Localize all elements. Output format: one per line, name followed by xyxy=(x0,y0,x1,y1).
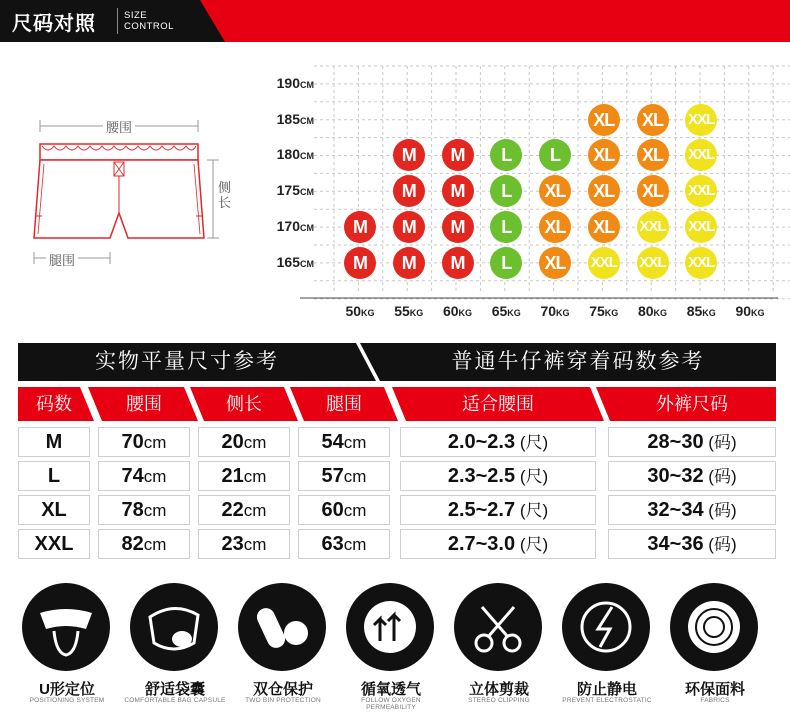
bag-capsule-icon xyxy=(130,583,218,671)
table-cell: 2.5~2.7 (尺) xyxy=(400,495,596,525)
table-cell: L xyxy=(18,461,90,491)
table-cell: 54cm xyxy=(298,427,390,457)
feature-title: 双仓保护 xyxy=(252,681,313,698)
x-tick-label: 85KG xyxy=(686,303,716,319)
feature-title: 舒适袋囊 xyxy=(144,681,205,698)
y-tick-label: 190CM xyxy=(276,75,314,91)
table-cell: 74cm xyxy=(98,461,190,491)
x-tick-label: 65KG xyxy=(491,303,521,319)
feature-subtitle: FOLLOW OXYGEN PERMEABILITY xyxy=(361,697,421,711)
table-cell: 21cm xyxy=(198,461,290,491)
page-header xyxy=(0,0,790,42)
header-divider xyxy=(117,8,118,34)
size-dot: L xyxy=(539,139,571,171)
table-cell: 78cm xyxy=(98,495,190,525)
size-dot: M xyxy=(442,175,474,207)
table-cell: 22cm xyxy=(198,495,290,525)
breathable-icon xyxy=(346,583,434,671)
table-cell: 20cm xyxy=(198,427,290,457)
feature-title: U形定位 xyxy=(39,681,95,698)
size-dot: M xyxy=(393,211,425,243)
x-tick-label: 50KG xyxy=(345,303,375,319)
size-dot: XL xyxy=(588,139,620,171)
header-subtitle-line1: SIZE xyxy=(124,10,148,21)
feature-title: 环保面料 xyxy=(684,681,745,698)
col-header-waist: 腰围 xyxy=(126,394,162,414)
y-tick-label: 170CM xyxy=(276,217,314,234)
size-dot: XL xyxy=(637,104,669,136)
size-dot: XXL xyxy=(685,139,717,171)
feature-title: 防止静电 xyxy=(576,681,637,698)
header-subtitle-line2: CONTROL xyxy=(124,21,174,32)
size-dot: M xyxy=(344,247,376,279)
feature-subtitle: COMFORTABLE BAG CAPSULE xyxy=(124,697,226,704)
two-bin-icon xyxy=(238,583,326,671)
size-dot: XXL xyxy=(637,211,669,243)
table-cell: XL xyxy=(18,495,90,525)
table-cell: 2.7~3.0 (尺) xyxy=(400,529,596,559)
size-dot: M xyxy=(442,247,474,279)
size-chart xyxy=(248,58,790,328)
header-subtitle xyxy=(124,10,174,32)
size-dot: XXL xyxy=(685,211,717,243)
size-dot: XL xyxy=(588,175,620,207)
size-dot: XL xyxy=(637,175,669,207)
x-tick-label: 60KG xyxy=(442,303,473,319)
col-header-fit-waist: 适合腰围 xyxy=(462,394,534,414)
size-dot: XL xyxy=(637,139,669,171)
x-tick-label: 90KG xyxy=(735,303,765,319)
y-tick-label: 180CM xyxy=(276,146,314,163)
size-dot: L xyxy=(490,247,522,279)
shorts-diagram xyxy=(18,108,248,278)
size-dot: M xyxy=(442,139,474,171)
x-tick-label: 55KG xyxy=(394,303,424,319)
table-cell: 30~32 (码) xyxy=(608,461,776,491)
side-length-label: 侧长 xyxy=(218,180,232,210)
antistatic-icon xyxy=(562,583,650,671)
table-cell: 60cm xyxy=(298,495,390,525)
x-tick-label: 80KG xyxy=(637,303,668,319)
feature-icons xyxy=(0,578,790,713)
size-dot: XXL xyxy=(685,247,717,279)
scissors-icon xyxy=(454,583,542,671)
size-dot: M xyxy=(344,211,376,243)
size-dot: XL xyxy=(539,211,571,243)
size-dot: XL xyxy=(539,175,571,207)
table-cell: M xyxy=(18,427,90,457)
table-cell: XXL xyxy=(18,529,90,559)
header-title: 尺码对照 xyxy=(12,13,96,35)
size-dot: M xyxy=(393,247,425,279)
feature-subtitle: POSITIONING SYSTEM xyxy=(29,697,105,704)
size-dot: XXL xyxy=(637,247,669,279)
size-dot: XXL xyxy=(685,104,717,136)
table-cell: 70cm xyxy=(98,427,190,457)
table-cell: 2.0~2.3 (尺) xyxy=(400,427,596,457)
size-dot: M xyxy=(442,211,474,243)
feature-subtitle: FABRICS xyxy=(700,697,730,704)
u-position-icon xyxy=(22,583,110,671)
feature-subtitle: PREVENT ELECTROSTATIC xyxy=(562,697,652,704)
leg-label: 腿围 xyxy=(46,250,78,269)
y-tick-label: 165CM xyxy=(276,253,314,270)
col-header-leg: 腿围 xyxy=(326,394,362,414)
table-cell: 23cm xyxy=(198,529,290,559)
table-cell: 82cm xyxy=(98,529,190,559)
feature-title: 循氧透气 xyxy=(360,681,421,698)
y-tick-label: 185CM xyxy=(276,110,314,127)
x-tick-label: 70KG xyxy=(540,303,570,319)
size-dot: L xyxy=(490,175,522,207)
col-header-size: 码数 xyxy=(36,394,72,414)
size-dot: L xyxy=(490,211,522,243)
size-dot: XXL xyxy=(685,175,717,207)
size-dot: M xyxy=(393,175,425,207)
feature-title: 立体剪裁 xyxy=(468,681,529,698)
table-cell: 34~36 (码) xyxy=(608,529,776,559)
table-cell: 32~34 (码) xyxy=(608,495,776,525)
feature-subtitle: STEREO CLIPPING xyxy=(468,697,530,704)
size-dot: XL xyxy=(539,247,571,279)
table-cell: 28~30 (码) xyxy=(608,427,776,457)
eco-fabric-icon xyxy=(670,583,758,671)
waist-label: 腰围 xyxy=(103,117,135,136)
feature-subtitle: TWO BIN PROTECTION xyxy=(245,697,321,704)
flat-measure-title: 实物平量尺寸参考 xyxy=(95,350,279,373)
size-dot: XL xyxy=(588,211,620,243)
y-tick-label: 175CM xyxy=(276,182,314,199)
col-header-side: 侧长 xyxy=(226,394,262,414)
size-dot: M xyxy=(393,139,425,171)
table-cell: 63cm xyxy=(298,529,390,559)
size-dot: XL xyxy=(588,104,620,136)
size-dot: XXL xyxy=(588,247,620,279)
jeans-size-title: 普通牛仔裤穿着码数参考 xyxy=(451,350,705,373)
x-tick-label: 75KG xyxy=(589,303,619,319)
col-header-pants-size: 外裤尺码 xyxy=(656,394,728,414)
size-dot: L xyxy=(490,139,522,171)
table-cell: 2.3~2.5 (尺) xyxy=(400,461,596,491)
table-cell: 57cm xyxy=(298,461,390,491)
